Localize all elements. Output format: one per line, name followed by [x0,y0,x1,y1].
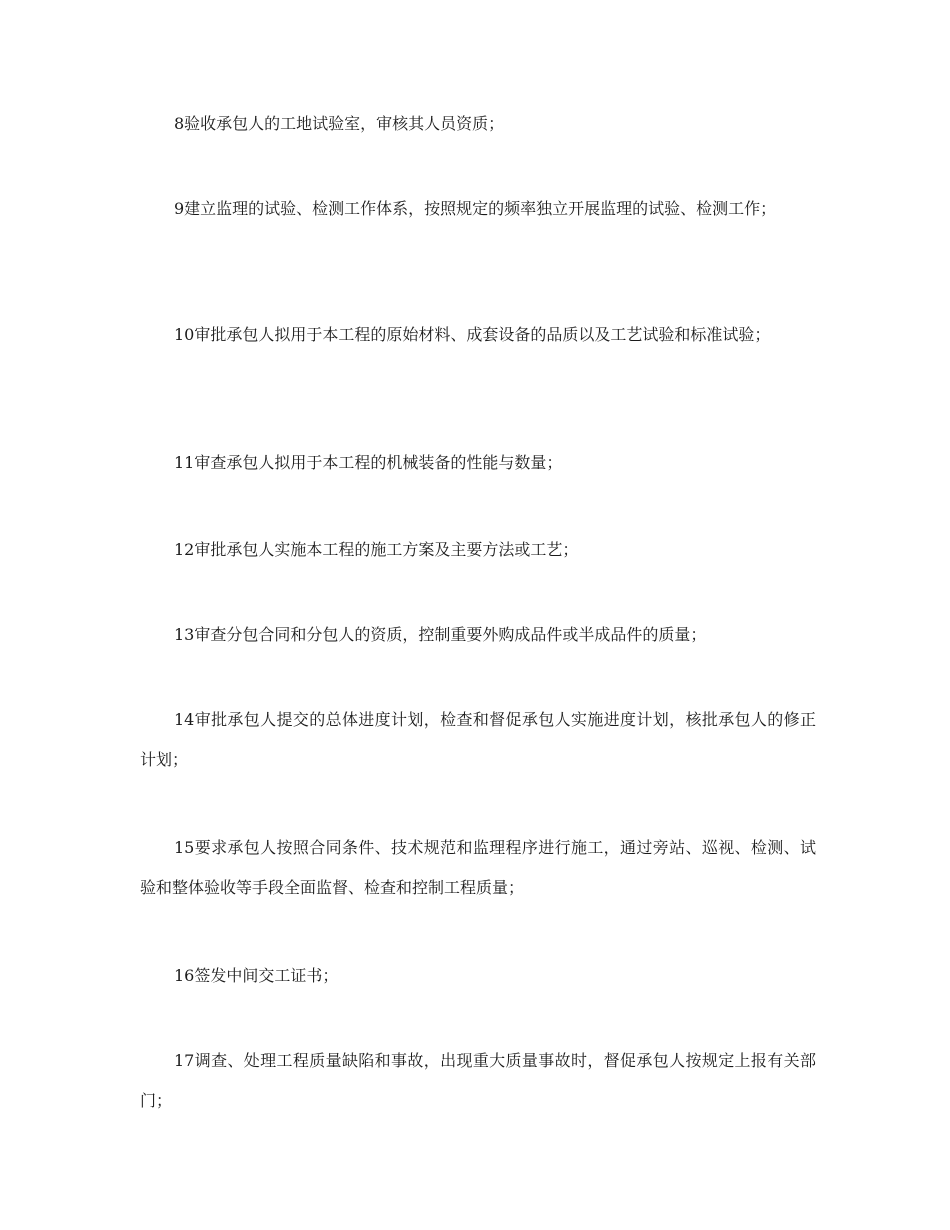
paragraph-item-14: 14审批承包人提交的总体进度计划，检查和督促承包人实施进度计划，核批承包人的修正计划； [140,710,816,769]
paragraph-item-13: 13审查分包合同和分包人的资质，控制重要外购成品件或半成品件的质量； [174,625,707,644]
paragraph-item-11: 11审查承包人拟用于本工程的机械装备的性能与数量； [174,453,563,472]
paragraph-item-9: 9建立监理的试验、检测工作体系，按照规定的频率独立开展监理的试验、检测工作； [174,199,777,218]
paragraph-item-15: 15要求承包人按照合同条件、技术规范和监理程序进行施工，通过旁站、巡视、检测、试验和整体验收等手段全面监督、检查和控制工程质量； [140,838,816,897]
paragraph-item-12: 12审批承包人实施本工程的施工方案及主要方法或工艺； [174,540,579,559]
paragraph-item-17: 17调查、处理工程质量缺陷和事故，出现重大质量事故时，督促承包人按规定上报有关部门； [140,1051,816,1110]
paragraph-item-16: 16签发中间交工证书； [174,966,339,985]
paragraph-item-8: 8验收承包人的工地试验室，审核其人员资质； [174,114,505,133]
paragraph-item-10: 10审批承包人拟用于本工程的原始材料、成套设备的品质以及工艺试验和标准试验； [174,325,771,344]
